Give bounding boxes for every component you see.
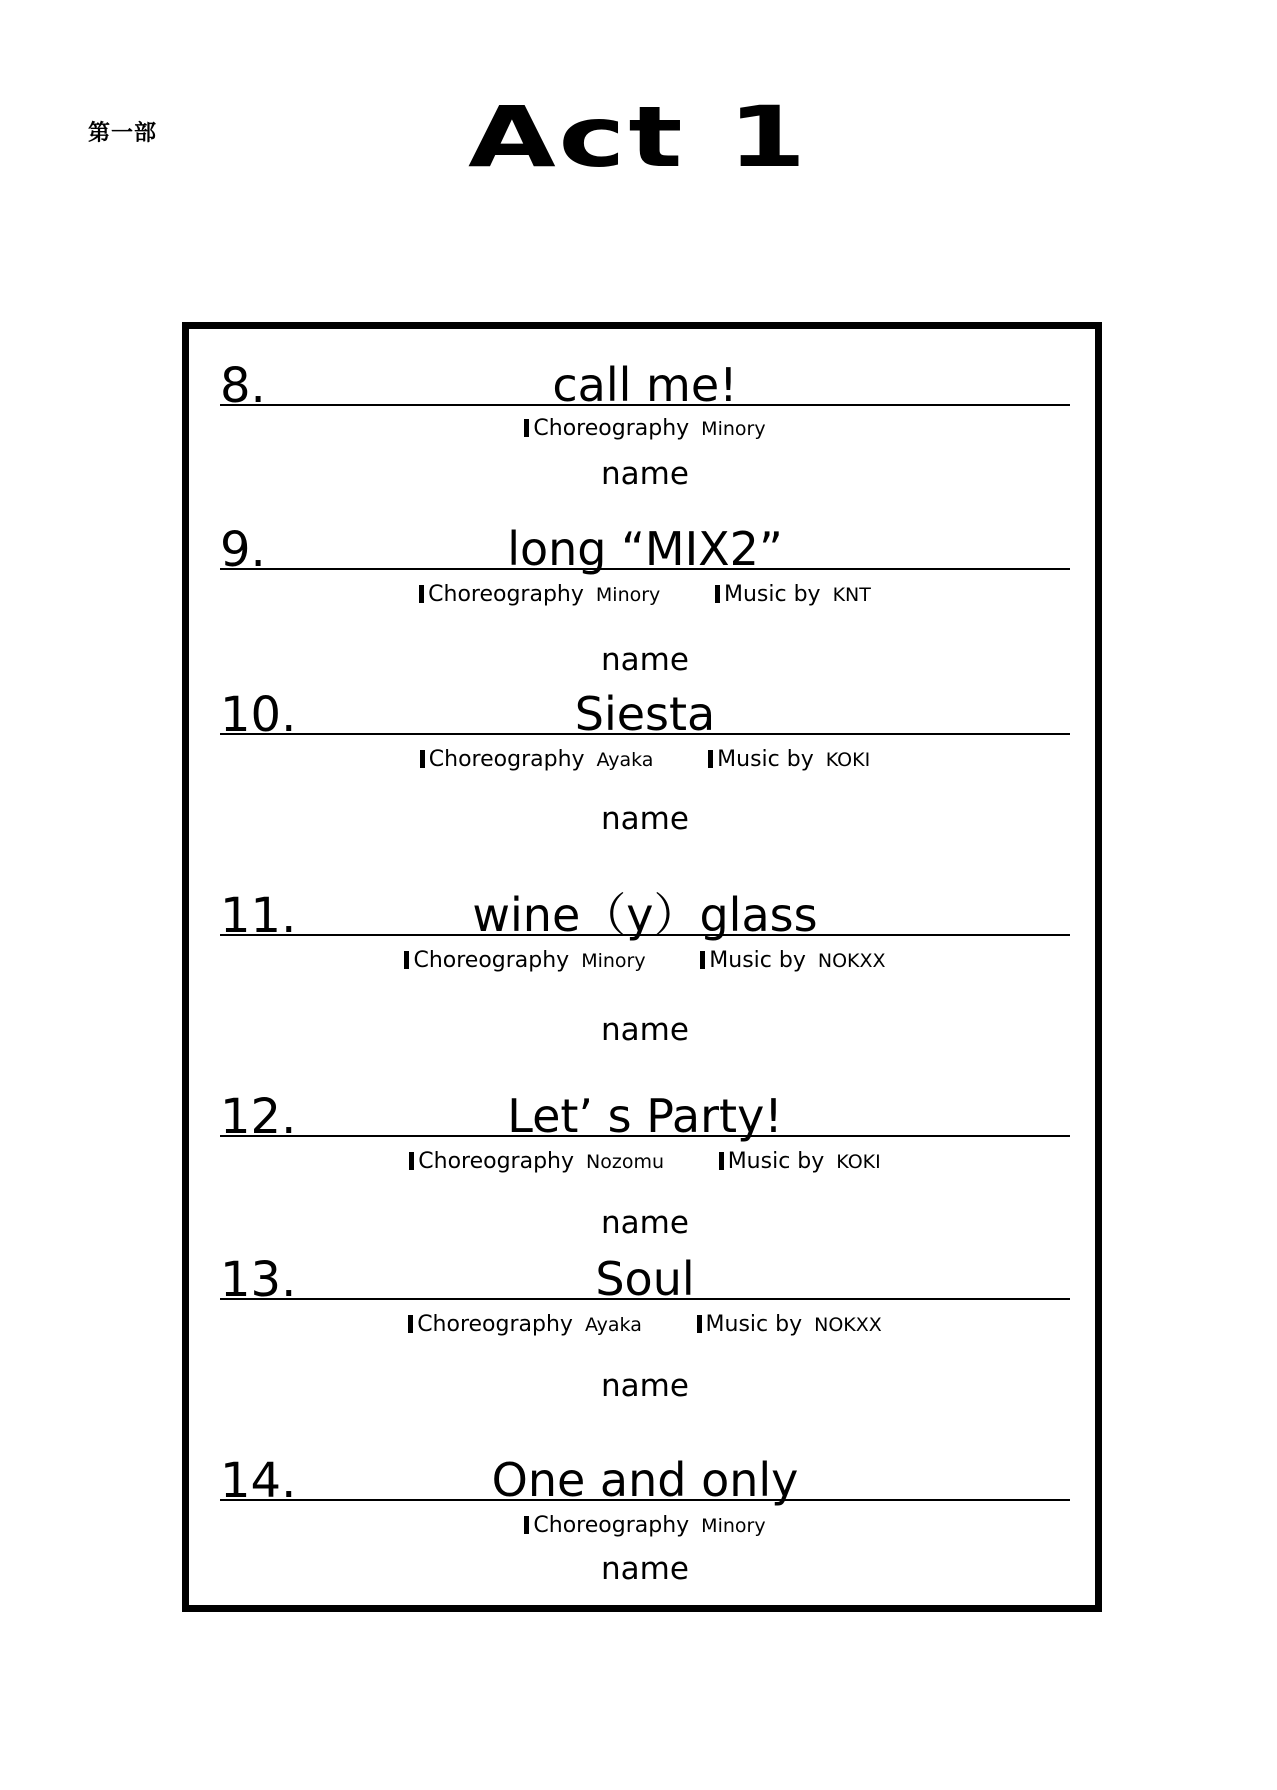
act-kanji-label: 第一部 bbox=[88, 121, 158, 146]
music-credit: Music by NOKXX bbox=[700, 948, 885, 973]
choreography-credit: Choreography Ayaka bbox=[408, 1312, 642, 1337]
performer-name: name bbox=[601, 1551, 689, 1587]
program-header bbox=[220, 1439, 1070, 1509]
bar-marker-icon bbox=[408, 1315, 413, 1333]
program-credits bbox=[220, 747, 1070, 772]
program-credits bbox=[220, 948, 1070, 973]
program-item-9 bbox=[220, 508, 1070, 678]
program-item-10 bbox=[220, 673, 1070, 837]
program-number: 13. bbox=[220, 1252, 297, 1308]
bar-marker-icon bbox=[715, 585, 720, 603]
program-credits bbox=[220, 1513, 1070, 1538]
bar-marker-icon bbox=[420, 750, 425, 768]
choreography-credit: Choreography Nozomu bbox=[409, 1149, 664, 1174]
program-credits bbox=[220, 582, 1070, 607]
program-number: 11. bbox=[220, 888, 297, 944]
program-title: long “MIX2” bbox=[507, 522, 783, 576]
music-credit: Music by KNT bbox=[715, 582, 871, 607]
music-credit: Music by NOKXX bbox=[697, 1312, 882, 1337]
program-title: Siesta bbox=[574, 687, 716, 741]
program-title: One and only bbox=[491, 1453, 799, 1507]
choreography-credit: Choreography Minory bbox=[524, 1513, 765, 1538]
choreography-credit: Choreography Minory bbox=[524, 416, 765, 441]
choreography-credit: Choreography Minory bbox=[419, 582, 660, 607]
program-number: 12. bbox=[220, 1089, 297, 1145]
choreography-credit: Choreography Ayaka bbox=[420, 747, 654, 772]
program-title: call me! bbox=[552, 358, 738, 412]
music-credit: Music by KOKI bbox=[708, 747, 870, 772]
bar-marker-icon bbox=[708, 750, 713, 768]
bar-marker-icon bbox=[409, 1152, 414, 1170]
program-number: 10. bbox=[220, 687, 297, 743]
music-credit: Music by KOKI bbox=[719, 1149, 881, 1174]
program-number: 9. bbox=[220, 522, 266, 578]
bar-marker-icon bbox=[524, 1516, 529, 1534]
performer-name: name bbox=[601, 456, 689, 492]
bar-marker-icon bbox=[700, 951, 705, 969]
act-title: Act 1 bbox=[467, 88, 810, 186]
performer-name: name bbox=[601, 1012, 689, 1048]
program-credits bbox=[220, 1149, 1070, 1174]
program-item-11 bbox=[220, 874, 1070, 1048]
program-number: 14. bbox=[220, 1453, 297, 1509]
program-number: 8. bbox=[220, 358, 266, 414]
program-header bbox=[220, 1075, 1070, 1145]
program-credits bbox=[220, 1312, 1070, 1337]
performer-name: name bbox=[601, 1368, 689, 1404]
program-header bbox=[220, 508, 1070, 578]
bar-marker-icon bbox=[719, 1152, 724, 1170]
program-item-8 bbox=[220, 344, 1070, 492]
program-title: Let’ s Party! bbox=[507, 1089, 783, 1143]
program-title: Soul bbox=[595, 1252, 695, 1306]
program-credits bbox=[220, 416, 1070, 441]
bar-marker-icon bbox=[419, 585, 424, 603]
bar-marker-icon bbox=[697, 1315, 702, 1333]
program-header bbox=[220, 344, 1070, 414]
choreography-credit: Choreography Minory bbox=[404, 948, 645, 973]
bar-marker-icon bbox=[404, 951, 409, 969]
bar-marker-icon bbox=[524, 419, 529, 437]
program-item-13 bbox=[220, 1238, 1070, 1404]
program-item-14 bbox=[220, 1439, 1070, 1587]
performer-name: name bbox=[601, 642, 689, 678]
program-header bbox=[220, 874, 1070, 944]
program-title: wine（y）glass bbox=[472, 888, 818, 942]
performer-name: name bbox=[601, 801, 689, 837]
performer-name: name bbox=[601, 1205, 689, 1241]
program-header bbox=[220, 673, 1070, 743]
program-item-12 bbox=[220, 1075, 1070, 1241]
program-header bbox=[220, 1238, 1070, 1308]
